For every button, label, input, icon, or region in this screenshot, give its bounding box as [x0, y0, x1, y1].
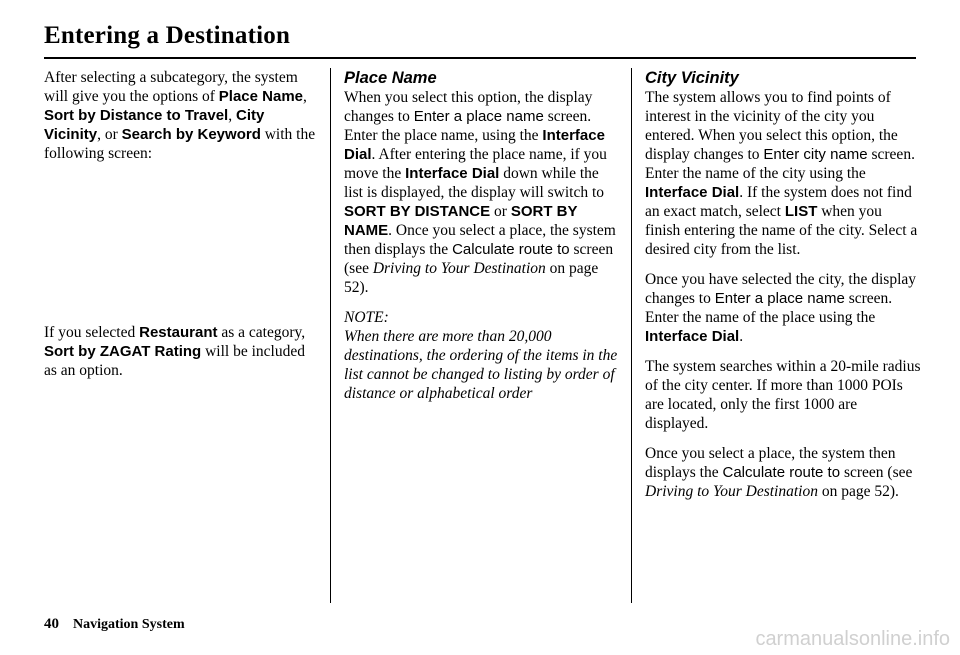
option-sort-distance: Sort by Distance to Travel — [44, 107, 229, 124]
note-block — [344, 308, 620, 403]
city-vicinity-paragraph-4: Once you select a place, the system then displays the Calculate route to screen (see Driving to Your Destination on page 52). — [645, 445, 913, 500]
city-vicinity-paragraph-3: The system searches within a 20-mile radius of the city center. If more than 1000 POIs are located, only the first 1000 are displayed. — [645, 358, 921, 432]
place-name-paragraph: When you select this option, the display changes to Enter a place name screen. Enter the place name, using the Interface Dial. After entering the place name, if you move the Interface Dial down while the list is displayed, the display will switch to SORT BY DISTANCE or SORT BY NAME. Once you select a place, the system then displays the Calculate route to screen (see Driving to Your Destination on page 52). — [344, 89, 616, 296]
option-place-name: Place Name — [218, 88, 304, 105]
restaurant-term: Restaurant — [139, 324, 218, 341]
watermark: carmanualsonline.info — [755, 628, 950, 650]
note-label: NOTE: — [344, 309, 389, 326]
intro-paragraph: After selecting a subcategory, the system will give you the options of Place Name, Sort by Distance to Travel, City Vicinity, or Search by Keyword with the following screen: — [44, 69, 316, 162]
footer-label: Navigation System — [73, 617, 185, 632]
place-name-heading: Place Name — [344, 69, 437, 87]
page-number: 40 — [44, 616, 59, 632]
column-place-name — [344, 68, 620, 414]
title-rule — [44, 57, 916, 59]
column-intro — [44, 68, 320, 391]
option-city-vicinity: City Vicinity — [44, 107, 265, 143]
city-vicinity-heading: City Vicinity — [645, 69, 739, 87]
zagat-term: Sort by ZAGAT Rating — [44, 343, 202, 360]
option-search-keyword: Search by Keyword — [121, 126, 261, 143]
page-title: Entering a Destination — [44, 22, 291, 49]
column-divider-1 — [330, 68, 331, 603]
city-vicinity-paragraph-1: The system allows you to find points of interest in the vicinity of the city you entered. When you select this option, the display changes to Enter city name screen. Enter the name of the city using the Interface Dial. If the system does not find an exact match, select LIST when you finish entering the name of the city. Select a desired city from the list. — [645, 89, 918, 258]
page-footer — [44, 615, 185, 633]
note-text: When there are more than 20,000 destinations, the ordering of the items in the list cannot be changed to listing by order of distance or alphabetical order — [344, 328, 618, 402]
column-city-vicinity — [645, 68, 921, 512]
restaurant-paragraph: If you selected Restaurant as a category, Sort by ZAGAT Rating will be included as an option. — [44, 324, 306, 379]
city-vicinity-paragraph-2: Once you have selected the city, the display changes to Enter a place name screen. Enter the name of the place using the Interface Dial. — [645, 271, 917, 345]
column-divider-2 — [631, 68, 632, 603]
